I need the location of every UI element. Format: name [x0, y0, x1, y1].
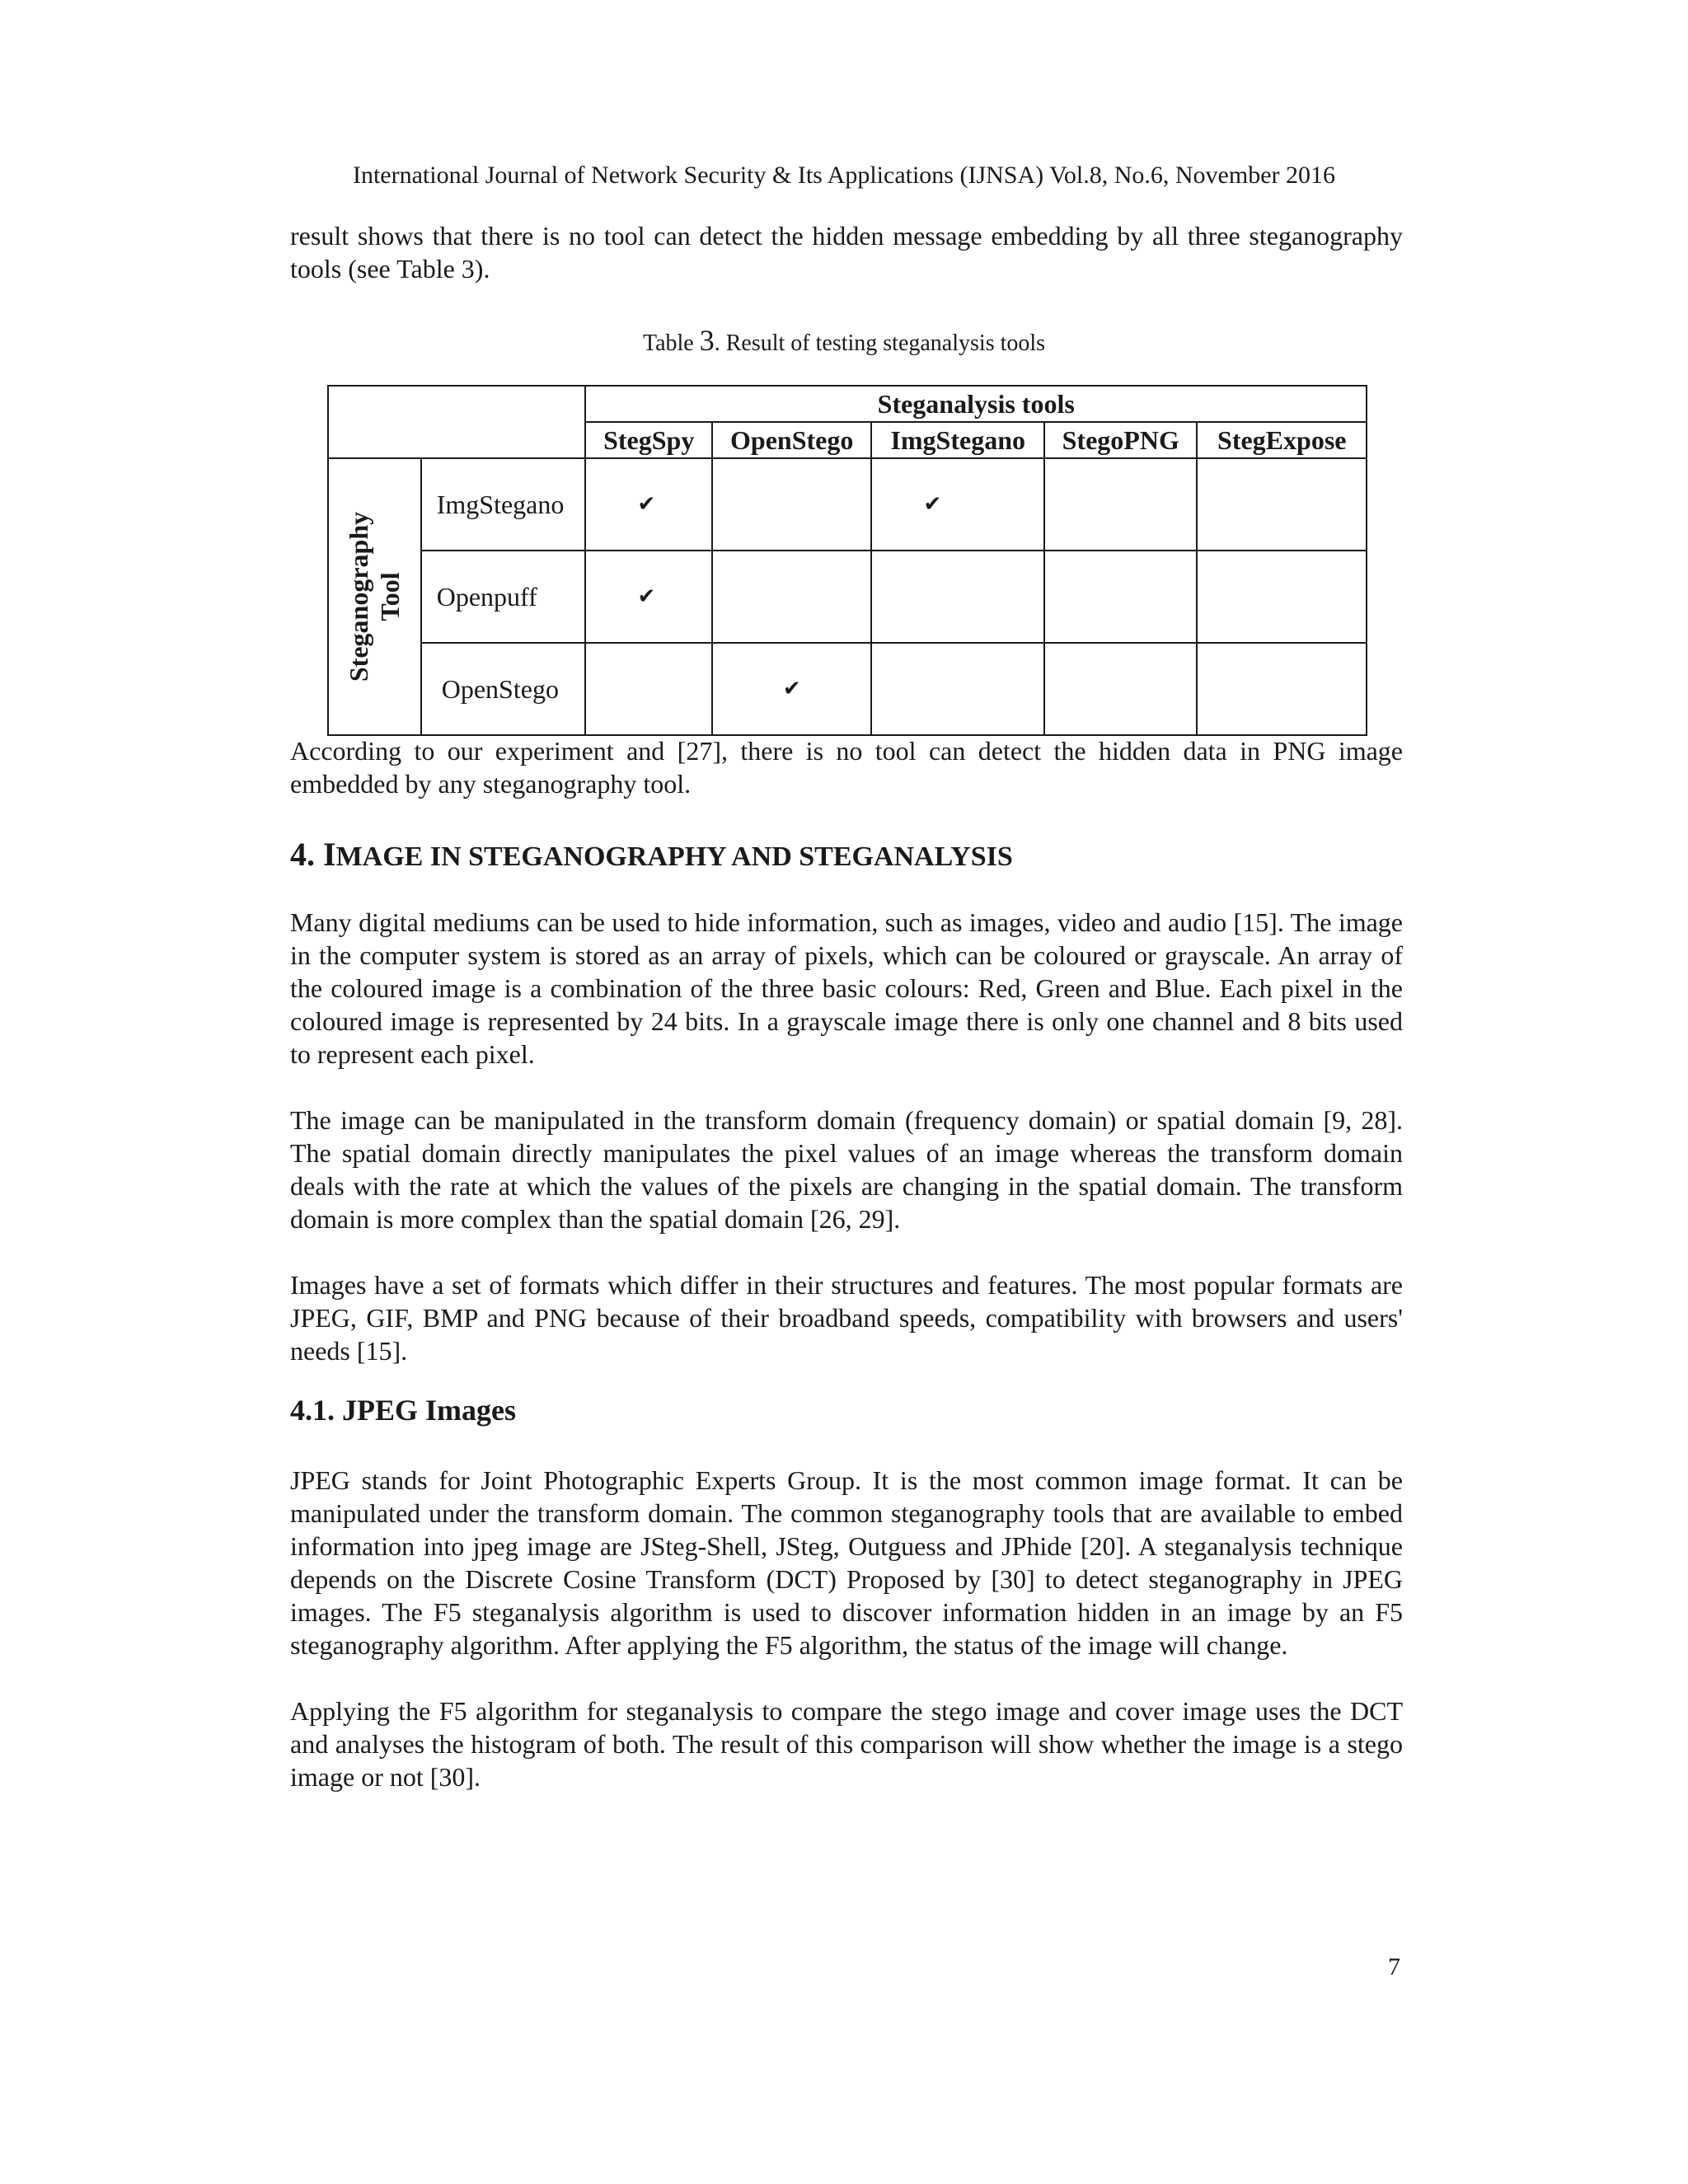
paragraph: The image can be manipulated in the transform domain (frequency domain) or spatial domain [9, 28]. The spatial domain directly manipulates the pixel values of an image whereas the transform domain deals with the rate at which the values of the pixels are changing in the spatial domain. The transform domain is more complex than the spatial domain [26, 29]. — [290, 1105, 1403, 1234]
caption-text: . Result of testing steganalysis tools — [714, 330, 1046, 356]
table-cell — [1044, 551, 1198, 643]
table-row — [328, 643, 1367, 735]
table-cell — [712, 551, 872, 643]
table-row — [328, 551, 1367, 643]
table-cell — [1197, 551, 1367, 643]
results-table — [327, 385, 1367, 736]
group-header: Steganalysis tools — [585, 386, 1367, 422]
table-cell: ✔ — [871, 458, 1044, 551]
table-cell: ✔ — [585, 551, 712, 643]
table-cell — [712, 458, 872, 551]
section-4-number: 4. I — [290, 836, 336, 873]
row-label: OpenStego — [421, 643, 586, 735]
section-4-1-heading: 4.1. JPEG Images — [290, 1394, 516, 1427]
row-label: ImgStegano — [421, 458, 586, 551]
intro-paragraph — [290, 219, 1403, 285]
row-group-label — [328, 458, 421, 735]
table-cell — [871, 643, 1044, 735]
table-cell — [1197, 643, 1367, 735]
after-table-text: According to our experiment and [27], there is no tool can detect the hidden data in PNG image embedded by any steganography tool. — [290, 736, 1403, 799]
table-row — [328, 458, 1367, 551]
caption-prefix: Table — [642, 330, 700, 356]
after-table-paragraph — [290, 734, 1403, 800]
row-label: Openpuff — [421, 551, 586, 643]
paragraph: JPEG stands for Joint Photographic Experts Group. It is the most common image format. It can be manipulated under the transform domain. The common steganography tools that are available to embed information into jpeg image are JSteg-Shell, JSteg, Outguess and JPhide [20]. A steganalysis technique depends on the Discrete Cosine Transform (DCT) Proposed by [30] to detect steganography in JPEG images. The F5 steganalysis algorithm is used to discover information hidden in an image by an F5 steganography algorithm. After applying the F5 algorithm, the status of the image will change. — [290, 1465, 1403, 1660]
section-4-body — [290, 906, 1403, 1367]
section-4-heading — [290, 835, 1013, 874]
table-cell — [1197, 458, 1367, 551]
caption-number: 3 — [699, 324, 715, 357]
table-header-row — [328, 386, 1367, 422]
table-cell — [871, 551, 1044, 643]
column-header: OpenStego — [712, 422, 872, 458]
table-corner-cell — [328, 386, 585, 458]
table-cell — [1044, 458, 1198, 551]
paragraph: Many digital mediums can be used to hide information, such as images, video and audio [15]. The image in the computer system is stored as an array of pixels, which can be coloured or grayscale. An array of the coloured image is a combination of the three basic colours: Red, Green and Blue. Each pixel in the coloured image is represented by 24 bits. In a grayscale image there is only one channel and 8 bits used to represent each pixel. — [290, 907, 1403, 1069]
page-number: 7 — [1388, 1953, 1400, 1980]
row-group-text: Steganography Tool — [344, 511, 406, 682]
table-cell: ✔ — [585, 458, 712, 551]
table-cell: ✔ — [712, 643, 872, 735]
column-header: StegExpose — [1197, 422, 1367, 458]
column-header: StegSpy — [585, 422, 712, 458]
running-header: International Journal of Network Security & Its Applications (IJNSA) Vol.8, No.6, November 2016 — [352, 162, 1336, 189]
paragraph: Applying the F5 algorithm for steganalysis to compare the stego image and cover image uses the DCT and analyses the histogram of both. The result of this comparison will show whether the image is a stego image or not [30]. — [290, 1696, 1403, 1792]
table-cell — [1044, 643, 1198, 735]
paragraph: Images have a set of formats which differ in their structures and features. The most popular formats are JPEG, GIF, BMP and PNG because of their broadband speeds, compatibility with browsers and users' needs [15]. — [290, 1270, 1403, 1366]
table-caption — [0, 323, 1688, 358]
section-4-title: MAGE IN STEGANOGRAPHY AND STEGANALYSIS — [335, 841, 1013, 872]
section-4-1-body — [290, 1464, 1403, 1793]
table-cell — [585, 643, 712, 735]
column-header: StegoPNG — [1044, 422, 1198, 458]
column-header: ImgStegano — [871, 422, 1044, 458]
intro-text: result shows that there is no tool can detect the hidden message embedding by all three steganography tools (see Table 3). — [290, 221, 1403, 284]
